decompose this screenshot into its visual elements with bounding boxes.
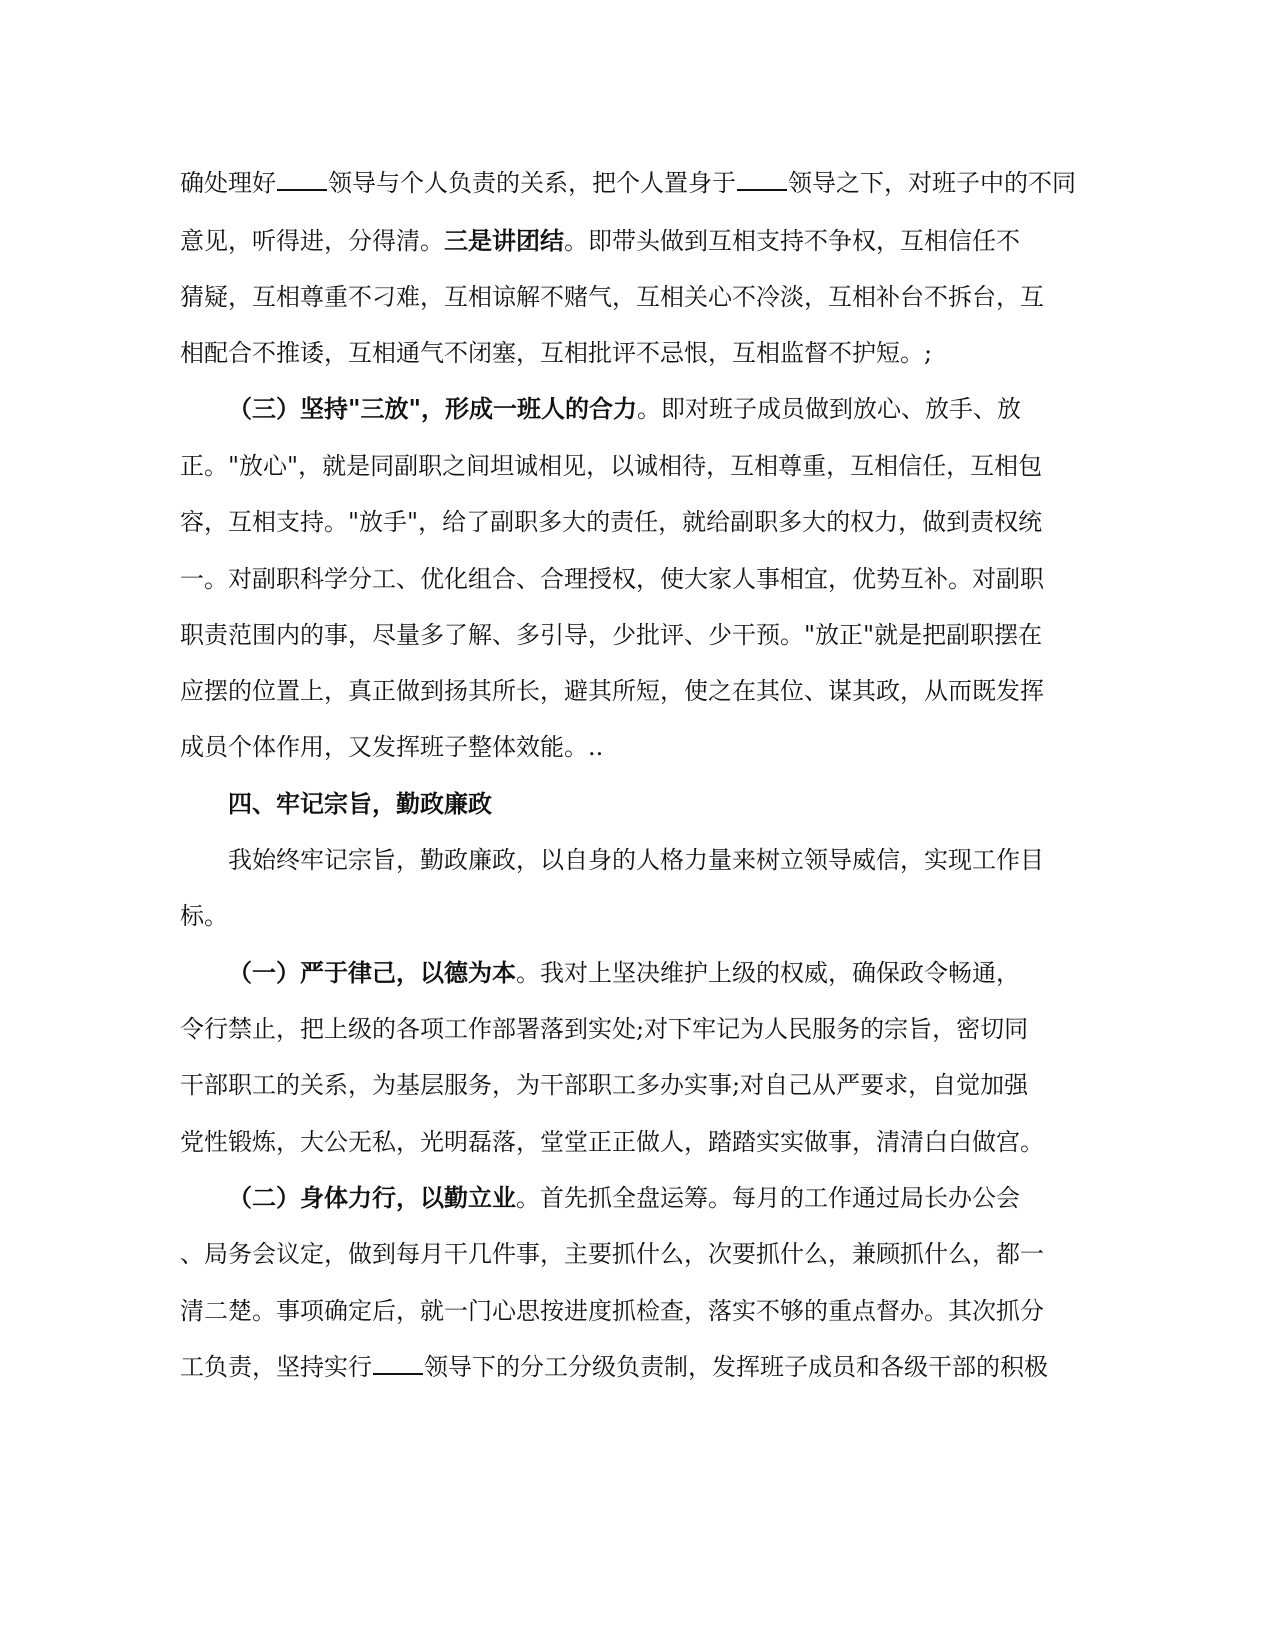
text-span: 领导下的分工分级负责制，发挥班子成员和各级干部的积极 xyxy=(424,1353,1048,1381)
text-span: 领导与个人负责的关系，把个人置身于 xyxy=(328,169,736,197)
fill-in-blank xyxy=(737,167,787,191)
text-line xyxy=(180,1347,1048,1387)
text-line: 成员个体作用，又发挥班子整体效能。.. xyxy=(180,733,604,761)
bold-phrase: （一）严于律己，以德为本 xyxy=(228,958,516,987)
bold-phrase: （二）身体力行，以勤立业 xyxy=(228,1183,516,1212)
text-span: 。即对班子成员做到放心、放手、放 xyxy=(637,395,1022,423)
bold-phrase: 三是讲团结 xyxy=(444,226,564,255)
text-span: 。首先抓全盘运筹。每月的工作通过局长办公会 xyxy=(516,1184,1020,1212)
text-line: 干部职工的关系，为基层服务，为干部职工多办实事;对自己从严要求，自觉加强 xyxy=(180,1071,1029,1099)
text-span: 工负责，坚持实行 xyxy=(180,1353,372,1381)
text-span: 。我对上坚决维护上级的权威，确保政令畅通， xyxy=(516,959,1020,987)
bold-phrase: （三）坚持"三放"，形成一班人的合力 xyxy=(228,394,638,423)
text-span: 。即带头做到互相支持不争权，互相信任不 xyxy=(564,227,1020,255)
text-line: 应摆的位置上，真正做到扬其所长，避其所短，使之在其位、谋其政，从而既发挥 xyxy=(180,677,1044,705)
section-heading: 四、牢记宗旨，勤政廉政 xyxy=(228,789,492,818)
fill-in-blank xyxy=(373,1351,423,1375)
text-span: 意见，听得进，分得清。 xyxy=(180,227,444,255)
text-line: 一。对副职科学分工、优化组合、合理授权，使大家人事相宜，优势互补。对副职 xyxy=(180,565,1044,593)
text-line: 我始终牢记宗旨，勤政廉政，以自身的人格力量来树立领导威信，实现工作目 xyxy=(228,846,1044,874)
text-line: 党性锻炼，大公无私，光明磊落，堂堂正正做人，踏踏实实做事，清清白白做宫。 xyxy=(180,1128,1044,1156)
text-line: 猜疑，互相尊重不刁难，互相谅解不赌气，互相关心不冷淡，互相补台不拆台，互 xyxy=(180,283,1044,311)
text-line: 、局务会议定，做到每月干几件事，主要抓什么，次要抓什么，兼顾抓什么，都一 xyxy=(180,1240,1044,1268)
text-line: 容，互相支持。"放手"，给了副职多大的责任，就给副职多大的权力，做到责权统 xyxy=(180,508,1043,536)
text-line: 正。"放心"，就是同副职之间坦诚相见，以诚相待，互相尊重，互相信任，互相包 xyxy=(180,452,1043,480)
text-line xyxy=(228,953,1020,993)
text-span: 领导之下，对班子中的不同 xyxy=(788,169,1076,197)
text-line xyxy=(228,389,1021,429)
text-line: 职责范围内的事，尽量多了解、多引导，少批评、少干预。"放正"就是把副职摆在 xyxy=(180,621,1043,649)
text-span: 确处理好 xyxy=(180,169,276,197)
text-line: 相配合不推诿，互相通气不闭塞，互相批评不忌恨，互相监督不护短。; xyxy=(180,339,933,367)
text-line xyxy=(228,1178,1020,1218)
text-line xyxy=(180,221,1020,261)
fill-in-blank xyxy=(277,167,327,191)
text-line: 令行禁止，把上级的各项工作部署落到实处;对下牢记为人民服务的宗旨，密切同 xyxy=(180,1015,1029,1043)
text-line: 标。 xyxy=(180,902,228,930)
text-line xyxy=(180,163,1076,203)
text-line: 清二楚。事项确定后，就一门心思按进度抓检查，落实不够的重点督办。其次抓分 xyxy=(180,1297,1044,1325)
